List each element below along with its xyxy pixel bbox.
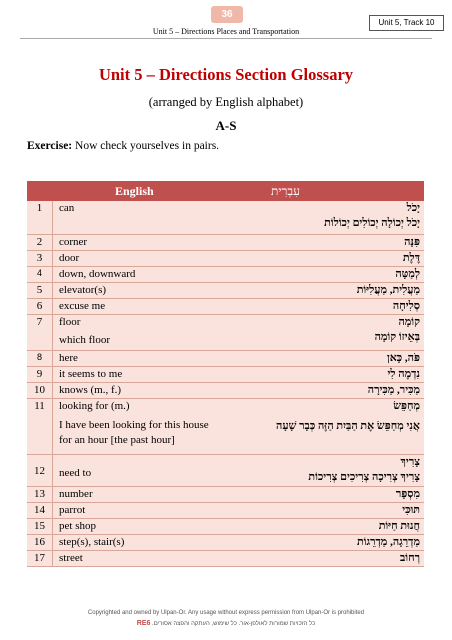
hebrew-term: מִסְפָּר [395, 488, 420, 500]
table-row [27, 251, 424, 267]
table-row [27, 455, 424, 487]
row-number: 6 [36, 300, 43, 312]
english-term: parrot [59, 504, 86, 516]
english-term: excuse me [59, 300, 106, 312]
english-term: elevator(s) [59, 284, 107, 296]
page-subtitle: (arranged by English alphabet) [148, 95, 304, 109]
english-term: pet shop [59, 520, 96, 532]
row-number: 12 [34, 465, 45, 477]
english-term: floor [59, 316, 81, 328]
english-term: knows (m., f.) [59, 384, 122, 396]
hebrew-term: מַדְרֵגָה, מַדְרֵגוֹת [356, 536, 420, 548]
hebrew-example: בְּאֵיזוֹ קוֹמָה [374, 331, 420, 343]
hebrew-term: דֶּלֶת [402, 252, 420, 264]
row-number: 2 [36, 236, 43, 248]
hebrew-term: יָכֹל [406, 202, 420, 214]
english-term: number [59, 488, 93, 500]
english-term: looking for (m.) [59, 400, 130, 412]
exercise-instruction [27, 140, 219, 152]
table-row [27, 351, 424, 367]
hebrew-term: תּוּכִּי [402, 504, 420, 516]
row-number: 14 [34, 504, 45, 516]
row-number: 13 [34, 488, 45, 500]
table-row [27, 235, 424, 251]
table-row [27, 399, 424, 455]
table-row [27, 535, 424, 551]
glossary-table [27, 201, 424, 567]
audio-track-label: Unit 5, Track 10 [369, 15, 444, 31]
row-number: 10 [34, 384, 45, 396]
english-example: which floor [59, 334, 111, 346]
table-row [27, 267, 424, 283]
row-number: 11 [34, 400, 45, 412]
hebrew-term: פֹּה, כָּאן [386, 352, 420, 364]
english-term: need to [59, 467, 92, 479]
row-number: 4 [36, 268, 42, 278]
glossary-table-header [27, 181, 424, 201]
hebrew-term: סְלִיחָה [392, 300, 420, 312]
english-term: here [59, 352, 78, 364]
running-head: Unit 5 – Directions Places and Transportation [152, 27, 300, 36]
row-number: 5 [36, 284, 43, 296]
row-number: 1 [36, 202, 43, 214]
table-row [27, 367, 424, 383]
footer-hebrew-text: כל הזכויות שמורות לאולפן-אור. כל שימוש, העתקה והפצה אסורים. [152, 621, 316, 627]
column-divider [52, 201, 53, 567]
english-term: step(s), stair(s) [59, 536, 125, 548]
row-number: 17 [34, 552, 45, 564]
table-row [27, 283, 424, 299]
table-row [27, 315, 424, 351]
table-row [27, 519, 424, 535]
hebrew-term: מַכִּיר, מַכִּירָה [367, 384, 420, 396]
row-number: 8 [36, 352, 42, 362]
english-term: can [59, 202, 75, 214]
row-number: 15 [34, 520, 45, 532]
header-hebrew: עִבְרִית [271, 184, 300, 198]
english-term: corner [59, 236, 88, 248]
hebrew-term: צָרִיךְ [400, 456, 420, 468]
hebrew-term: רְחוֹב [399, 552, 420, 564]
hebrew-term: מַעֲלִית, מַעֲלִיּוֹת [356, 284, 420, 296]
hebrew-term: חֲנוּת חַיּוֹת [378, 520, 420, 532]
hebrew-example: יָכֹל יְכוֹלָה יְכוֹלִים יְכוֹלוֹת [324, 217, 420, 229]
hebrew-term: נִדְמֶה לִי [387, 368, 420, 380]
table-row [27, 503, 424, 519]
english-term: door [59, 252, 80, 264]
hebrew-term: פִּנָּה [404, 236, 420, 248]
header-divider [20, 38, 432, 39]
table-row [27, 551, 424, 567]
page-title: Unit 5 – Directions Section Glossary [98, 65, 354, 84]
hebrew-example: צָרִיךְ צְרִיכָה צְרִיכִים צְרִיכוֹת [308, 471, 420, 483]
row-number: 3 [36, 252, 43, 264]
table-row [27, 201, 424, 235]
alphabet-range: A-S [215, 118, 237, 133]
hebrew-term: לְמַטָּה [395, 268, 420, 280]
page-number-badge: 36 [211, 6, 243, 23]
english-term: it seems to me [59, 368, 123, 380]
exercise-label: Exercise: [27, 140, 73, 152]
hebrew-term: מְחַפֵּשׂ [393, 400, 420, 412]
footer-code: RE6 [136, 620, 151, 627]
header-english: English [115, 184, 154, 198]
exercise-text: Now check yourselves in pairs. [72, 140, 220, 152]
table-row [27, 383, 424, 399]
row-number: 16 [34, 536, 45, 548]
row-number: 9 [36, 368, 43, 380]
english-term: street [59, 552, 83, 564]
copyright-footer: Copyrighted and owned by Ulpan-Or. Any usage without express permission from Ulpan-Or is prohibited [87, 610, 365, 616]
table-row [27, 299, 424, 315]
english-example: I have been looking for this house for an hour [the past hour] [59, 419, 209, 446]
table-row [27, 487, 424, 503]
row-number: 7 [36, 316, 43, 328]
hebrew-term: קוֹמָה [398, 316, 420, 328]
copyright-footer-hebrew [0, 620, 452, 627]
hebrew-example: אֲנִי מְחַפֵּשׂ אֶת הַבַּיִת הַזֶּה כְּבָר שָׁעָה [276, 420, 420, 432]
english-term: down, downward [59, 268, 136, 280]
